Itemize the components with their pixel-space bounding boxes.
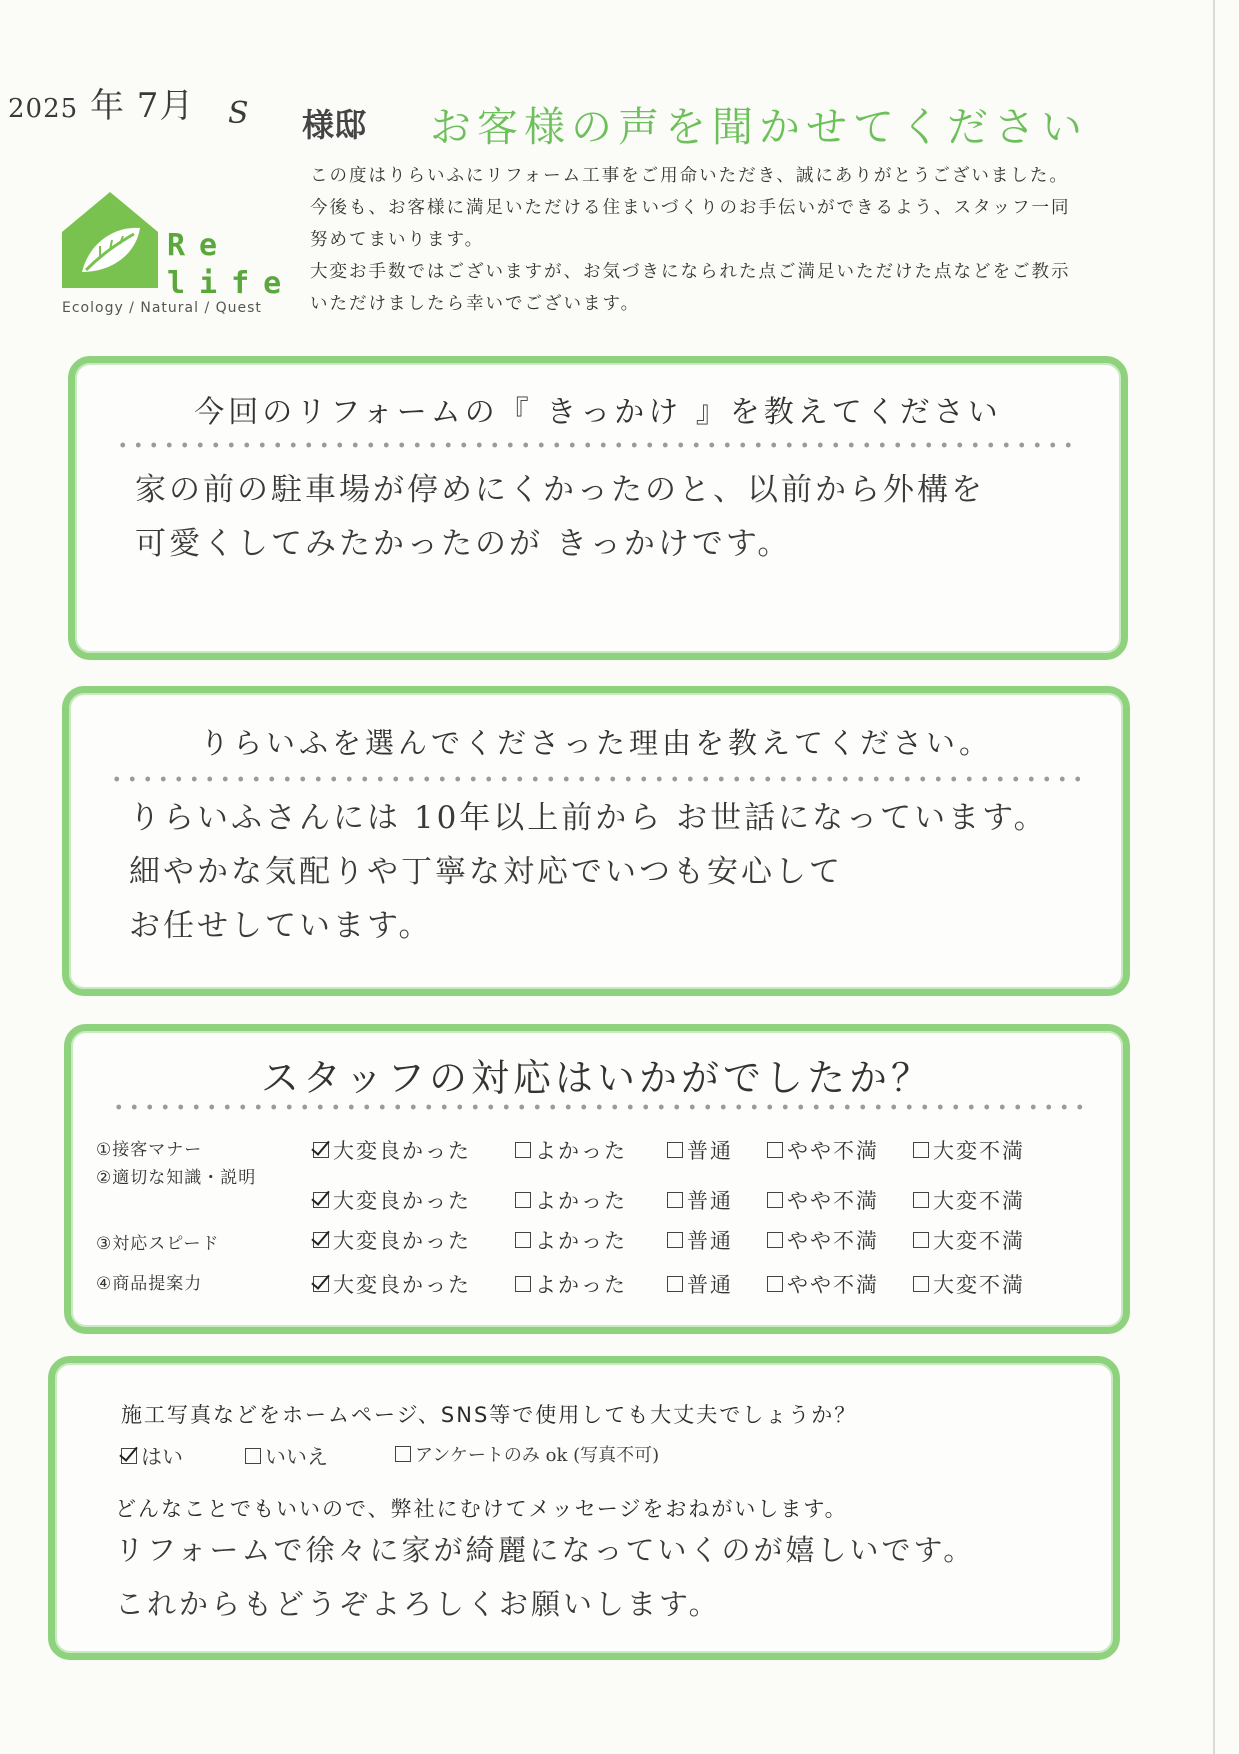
sns-question: 施工写真などをホームページ、SNS等で使用しても大丈夫でしょうか？	[121, 1403, 858, 1427]
rating-row	[71, 1225, 1123, 1261]
answer-line: 可愛くしてみたかったのが きっかけです。	[135, 526, 792, 562]
rating-option-very-bad[interactable]	[913, 1185, 1025, 1215]
section-heading: スタッフの対応はいかがでしたか？	[260, 1056, 933, 1100]
section-reason	[62, 686, 1130, 996]
option-label: やや不満	[787, 1189, 879, 1213]
logo-text-life: life	[167, 266, 296, 301]
rating-option-very-good[interactable]	[313, 1135, 471, 1165]
rating-row	[71, 1269, 1123, 1305]
rating-label: ②適切な知識・説明	[96, 1168, 257, 1188]
logo-tagline: Ecology / Natural / Quest	[62, 300, 262, 316]
rating-option-good[interactable]	[515, 1135, 627, 1165]
rating-option-somewhat-bad[interactable]	[767, 1135, 879, 1165]
option-label: よかった	[535, 1139, 627, 1163]
answer-line: りらいふさんには 10年以上前から お世話になっています。	[129, 800, 1048, 836]
page-title: お客様の声を聞かせてください	[430, 103, 1088, 151]
rating-label: ①接客マナー	[96, 1140, 203, 1160]
section-trigger	[68, 356, 1128, 660]
option-label: 普通	[687, 1229, 733, 1253]
rating-option-good[interactable]	[515, 1185, 627, 1215]
checkbox[interactable]	[667, 1192, 683, 1208]
checkbox[interactable]	[913, 1276, 929, 1292]
sns-option-no[interactable]	[245, 1441, 328, 1471]
option-label: 大変不満	[933, 1139, 1025, 1163]
option-label: 大変良かった	[333, 1229, 471, 1253]
checkbox[interactable]	[515, 1232, 531, 1248]
handwritten-message	[115, 1523, 975, 1631]
checkbox[interactable]	[667, 1232, 683, 1248]
sns-option-survey-only[interactable]	[395, 1441, 659, 1467]
rating-option-very-good[interactable]	[313, 1185, 471, 1215]
answer-line: 家の前の駐車場が停めにくかったのと、以前から外構を	[135, 472, 985, 508]
message-line: リフォームで徐々に家が綺麗になっていくのが嬉しいです。	[115, 1533, 976, 1567]
option-label: 大変不満	[933, 1229, 1025, 1253]
checkbox-checked[interactable]	[313, 1232, 329, 1248]
checkbox[interactable]	[913, 1142, 929, 1158]
checkbox-checked[interactable]	[313, 1276, 329, 1292]
option-label: 普通	[687, 1189, 733, 1213]
option-label: 普通	[687, 1139, 733, 1163]
checkbox-checked[interactable]	[121, 1448, 137, 1464]
dotted-divider	[109, 775, 1083, 783]
rating-option-very-good[interactable]	[313, 1269, 471, 1299]
rating-row	[71, 1185, 1123, 1221]
section-staff-rating	[64, 1024, 1130, 1334]
answer-line: 細やかな気配りや丁寧な対応でいつも安心して	[129, 854, 843, 890]
checkbox-checked[interactable]	[313, 1192, 329, 1208]
checkbox[interactable]	[913, 1232, 929, 1248]
rating-label: ④商品提案力	[96, 1274, 203, 1294]
option-label: いいえ	[265, 1445, 328, 1469]
intro-text	[310, 160, 1140, 320]
checkbox[interactable]	[667, 1276, 683, 1292]
option-label: はい	[141, 1445, 183, 1469]
logo-text-re: Re	[167, 228, 232, 263]
intro-line: 努めてまいります。	[310, 230, 485, 250]
intro-line: 今後も、お客様に満足いただける住まいづくりのお手伝いができるよう、スタッフ一同	[310, 198, 1071, 218]
option-label: 大変不満	[933, 1189, 1025, 1213]
intro-line: 大変お手数ではございますが、お気づきになられた点ご満足いただけた点などをご教示	[310, 262, 1071, 282]
option-label: やや不満	[787, 1229, 879, 1253]
rating-option-normal[interactable]	[667, 1185, 733, 1215]
checkbox[interactable]	[245, 1448, 261, 1464]
option-label: 大変良かった	[333, 1189, 471, 1213]
section-sns-and-message	[48, 1356, 1120, 1660]
rating-option-very-bad[interactable]	[913, 1225, 1025, 1255]
rating-option-somewhat-bad[interactable]	[767, 1225, 879, 1255]
dotted-divider	[111, 1103, 1083, 1111]
house-leaf-icon	[60, 188, 160, 296]
answer-line: お任せしています。	[129, 908, 433, 944]
option-label: 普通	[687, 1273, 733, 1297]
checkbox[interactable]	[913, 1192, 929, 1208]
rating-option-very-bad[interactable]	[913, 1135, 1025, 1165]
checkbox[interactable]	[515, 1142, 531, 1158]
message-line: これからもどうぞよろしくお願いします。	[115, 1587, 721, 1621]
handwritten-answer	[129, 791, 1048, 953]
checkbox[interactable]	[515, 1276, 531, 1292]
customer-name: S	[228, 96, 249, 131]
option-label: 大変良かった	[333, 1139, 471, 1163]
rating-option-normal[interactable]	[667, 1269, 733, 1299]
rating-option-good[interactable]	[515, 1269, 627, 1299]
section-heading: りらいふを選んでくださった理由を教えてください。	[199, 726, 992, 760]
checkbox[interactable]	[515, 1192, 531, 1208]
checkbox[interactable]	[395, 1446, 411, 1462]
scan-edge-line	[1213, 0, 1215, 1754]
message-prompt: どんなことでもいいので、弊社にむけてメッセージをおねがいします。	[115, 1497, 848, 1521]
survey-date	[8, 78, 194, 127]
checkbox[interactable]	[767, 1276, 783, 1292]
option-label: よかった	[535, 1229, 627, 1253]
rating-option-very-bad[interactable]	[913, 1269, 1025, 1299]
option-label: 大変不満	[933, 1273, 1025, 1297]
relife-logo	[60, 188, 296, 323]
checkbox[interactable]	[667, 1142, 683, 1158]
rating-option-somewhat-bad[interactable]	[767, 1185, 879, 1215]
rating-option-very-good[interactable]	[313, 1225, 471, 1255]
handwritten-answer	[135, 463, 985, 571]
rating-option-good[interactable]	[515, 1225, 627, 1255]
checkbox-checked[interactable]	[313, 1142, 329, 1158]
rating-option-normal[interactable]	[667, 1225, 733, 1255]
rating-label: ③対応スピード	[96, 1234, 220, 1254]
section-heading: 今回のリフォームの『 きっかけ 』を教えてください	[194, 395, 1002, 430]
option-label: やや不満	[787, 1273, 879, 1297]
sns-option-yes[interactable]	[121, 1441, 183, 1471]
option-label: やや不満	[787, 1139, 879, 1163]
checkbox[interactable]	[767, 1142, 783, 1158]
date-month: 年 7月	[89, 86, 195, 126]
checkbox[interactable]	[767, 1232, 783, 1248]
option-label: 大変良かった	[333, 1273, 471, 1297]
checkbox[interactable]	[767, 1192, 783, 1208]
date-year: 2025	[8, 94, 79, 124]
intro-line: この度はりらいふにリフォーム工事をご用命いただき、誠にありがとうございました。	[310, 166, 1069, 186]
option-label: アンケートのみ ok (写真不可)	[415, 1445, 660, 1466]
dotted-divider	[115, 441, 1081, 449]
option-label: よかった	[535, 1273, 627, 1297]
intro-line: いただけましたら幸いでございます。	[310, 294, 641, 314]
honorific-label: 様邸	[302, 106, 367, 144]
option-label: よかった	[535, 1189, 627, 1213]
rating-option-somewhat-bad[interactable]	[767, 1269, 879, 1299]
rating-option-normal[interactable]	[667, 1135, 733, 1165]
